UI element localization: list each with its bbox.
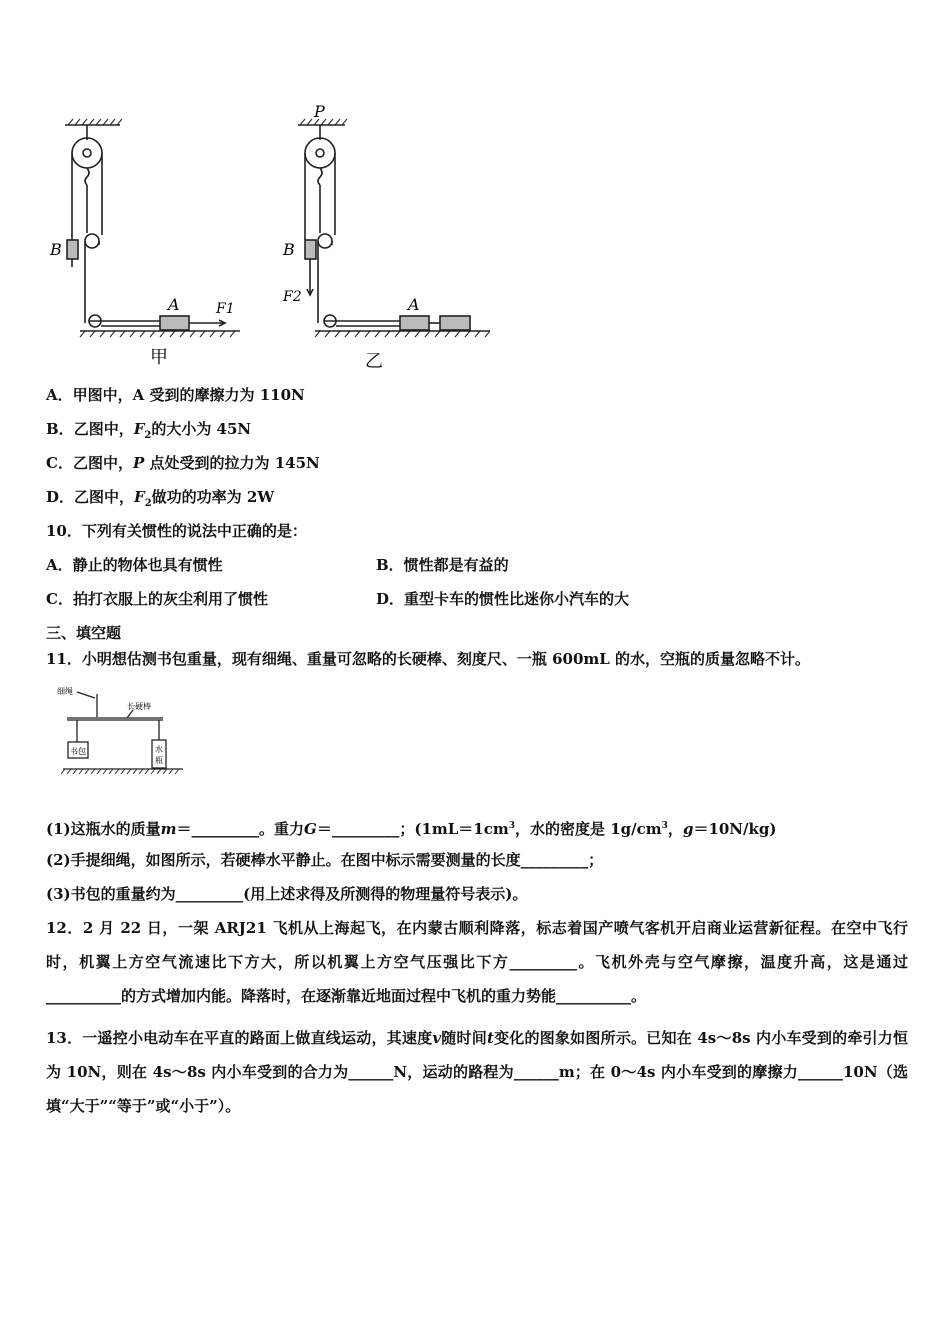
label-bottle-2: 瓶 — [155, 756, 163, 765]
label-F2: F2 — [283, 289, 302, 305]
label-B-jia: B — [50, 240, 62, 259]
q10-option-b: B．惯性都是有益的 — [376, 556, 509, 574]
pulley-figure — [40, 95, 510, 380]
q9-option-d: D．乙图中，$F_2$做功的功率为 2W — [46, 488, 275, 509]
q9-option-b: B．乙图中，$F_2$的大小为 45N — [46, 420, 252, 441]
label-jia: 甲 — [150, 347, 168, 368]
label-yi: 乙 — [365, 351, 383, 372]
q11-stem: 11．小明想估测书包重量，现有细绳、重量可忽略的长硬棒、刻度尺、一瓶 600mL 的水，空瓶的质量忽略不计。 — [46, 650, 811, 668]
q13-text: 13．一遥控小电动车在平直的路面上做直线运动，其速度v随时间t变化的图象如图所示。已知在 4s～8s 内小车受到的牵引力恒为 10N，则在 4s～8s 内小车受到的合力为______N，运动的路程为______m；在 0～4s 内小车受到的摩擦力______10N（选填“大于”“等于”或“小于”）。 — [46, 1029, 908, 1115]
q9-option-c: C．乙图中，P 点处受到的拉力为 145N — [46, 454, 320, 472]
label-P: P — [314, 102, 325, 121]
label-A-yi: A — [408, 295, 420, 314]
label-F1: F1 — [216, 301, 235, 317]
q10-option-a: A．静止的物体也具有惯性 — [46, 556, 223, 574]
q10-stem: 10．下列有关惯性的说法中正确的是： — [46, 522, 307, 540]
q10-option-c: C．拍打衣服上的灰尘利用了惯性 — [46, 590, 268, 608]
q11-part3: (3)书包的重量约为_________(用上述求得及所测得的物理量符号表示)。 — [46, 885, 528, 903]
q9-option-a: A．甲图中，A 受到的摩擦力为 110N — [46, 386, 305, 404]
q11-part1: (1)这瓶水的质量m＝_________。重力G＝_________；($1mL=1cm^3$，水的密度是 $1g/cm^3$，g＝10N/kg) — [46, 820, 777, 838]
section-title: 三、填空题 — [46, 624, 122, 642]
label-bottle-1: 水 — [155, 745, 163, 754]
label-A-jia: A — [168, 295, 180, 314]
q10-option-d: D．重型卡车的惯性比迷你小汽车的大 — [376, 590, 630, 608]
figure-yi — [298, 119, 490, 337]
q12-text: 12．2 月 22 日，一架 ARJ21 飞机从上海起飞，在内蒙古顺利降落，标志着国产喷气客机开启商业运营新征程。在空中飞行时，机翼上方空气流速比下方大，所以机翼上方空气压强比下方_________。飞机外壳与空气摩擦，温度升高，这是通过__________的方式增加内能。降落时，在逐渐靠近地面过程中飞机的重力势能__________。 — [46, 919, 908, 1005]
label-bag: 书包 — [70, 747, 86, 756]
figure-jia — [65, 119, 240, 337]
label-B-yi: B — [283, 240, 295, 259]
label-rope: 细绳 — [57, 687, 73, 696]
lever-figure — [55, 682, 190, 782]
label-rod: 长硬棒 — [127, 702, 151, 711]
q11-part2: (2)手提细绳，如图所示，若硬棒水平静止。在图中标示需要测量的长度_________； — [46, 851, 604, 869]
